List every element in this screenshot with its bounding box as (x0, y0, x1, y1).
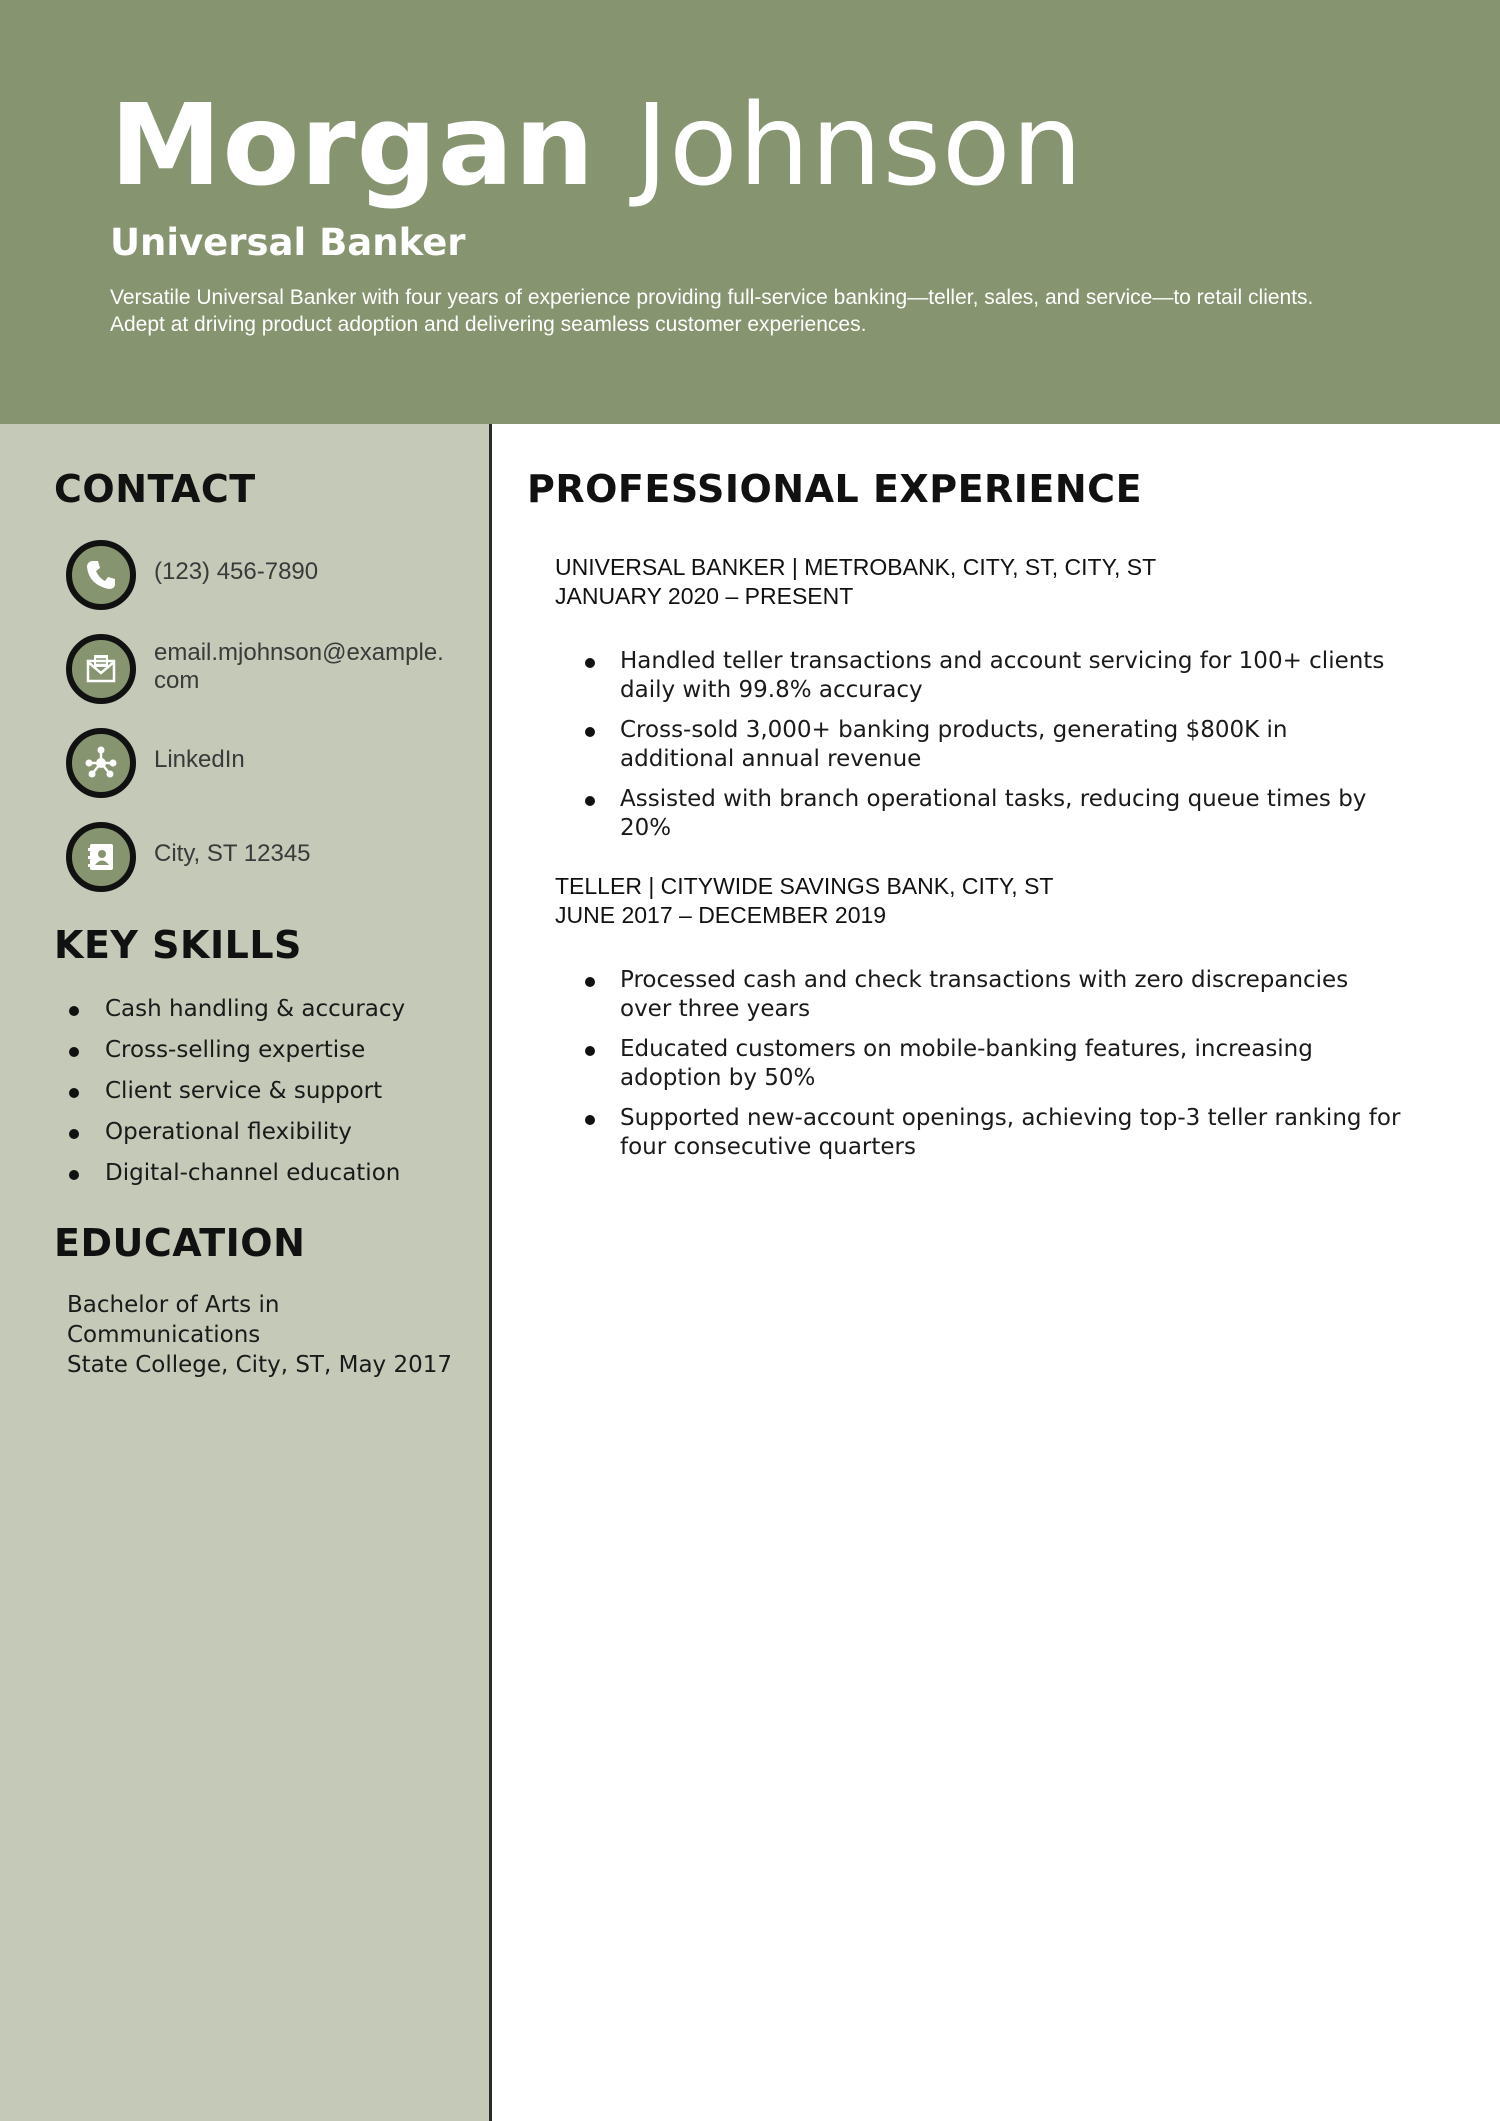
skills-list (54, 989, 405, 1194)
last-name: Johnson (635, 81, 1084, 211)
linkedin-link[interactable]: LinkedIn (154, 746, 245, 773)
summary-line: Versatile Universal Banker with four years of experience providing full-service banking—teller, sales, and service—to retail clients. (110, 286, 1314, 309)
job-bullets (555, 647, 1405, 854)
job-header (555, 553, 1156, 611)
list-item: Operational flexibility (54, 1112, 405, 1153)
address-text: City, ST 12345 (154, 840, 311, 867)
summary-line: Adept at driving product adoption and delivering seamless customer experiences. (110, 313, 867, 336)
list-item: Assisted with branch operational tasks, reducing queue times by 20% (555, 785, 1405, 843)
contact-linkedin (66, 728, 466, 798)
list-item: Processed cash and check transactions with zero discrepancies over three years (555, 966, 1405, 1024)
education-entry (67, 1290, 452, 1380)
list-item: Cross-sold 3,000+ banking products, generating $800K in additional annual revenue (555, 716, 1405, 774)
list-item: Cross-selling expertise (54, 1030, 405, 1071)
first-name: Morgan (110, 81, 596, 211)
experience-heading: PROFESSIONAL EXPERIENCE (527, 467, 1143, 511)
list-item: Client service & support (54, 1071, 405, 1112)
candidate-name (110, 81, 1084, 211)
network-icon (81, 743, 121, 783)
school-line: State College, City, ST, May 2017 (67, 1352, 452, 1378)
network-icon-circle (66, 728, 136, 798)
contact-heading: CONTACT (54, 467, 256, 511)
envelope-icon-circle (66, 634, 136, 704)
contact-card-icon-circle (66, 822, 136, 892)
list-item: Handled teller transactions and account servicing for 100+ clients daily with 99.8% accuracy (555, 647, 1405, 705)
header-banner (0, 0, 1500, 424)
contact-email (66, 634, 466, 704)
job-title: Universal Banker (110, 221, 466, 264)
list-item: Supported new-account openings, achieving top-3 teller ranking for four consecutive quarters (555, 1104, 1405, 1162)
degree-line: Communications (67, 1322, 261, 1348)
list-item: Cash handling & accuracy (54, 989, 405, 1030)
phone-icon-circle (66, 540, 136, 610)
email-line: com (154, 667, 200, 694)
list-item: Educated customers on mobile-banking features, increasing adoption by 50% (555, 1035, 1405, 1093)
job-bullets (555, 966, 1405, 1173)
contact-address (66, 822, 466, 892)
list-item: Digital-channel education (54, 1153, 405, 1194)
skills-heading: KEY SKILLS (54, 923, 302, 967)
job-title-line: TELLER | CITYWIDE SAVINGS BANK, CITY, ST (555, 873, 1054, 899)
contact-card-icon (81, 837, 121, 877)
job-dates: JUNE 2017 – DECEMBER 2019 (555, 902, 887, 928)
email-line: email.mjohnson@example. (154, 639, 444, 666)
job-header (555, 872, 1053, 930)
envelope-icon (81, 649, 121, 689)
email-text[interactable] (154, 639, 444, 695)
education-heading: EDUCATION (54, 1221, 306, 1265)
summary (110, 284, 1410, 338)
contact-phone (66, 540, 466, 610)
job-dates: JANUARY 2020 – PRESENT (555, 583, 854, 609)
phone-icon (81, 555, 121, 595)
phone-text[interactable]: (123) 456-7890 (154, 558, 319, 585)
degree-line: Bachelor of Arts in (67, 1292, 280, 1318)
job-title-line: UNIVERSAL BANKER | METROBANK, CITY, ST, CITY, ST (555, 554, 1157, 580)
